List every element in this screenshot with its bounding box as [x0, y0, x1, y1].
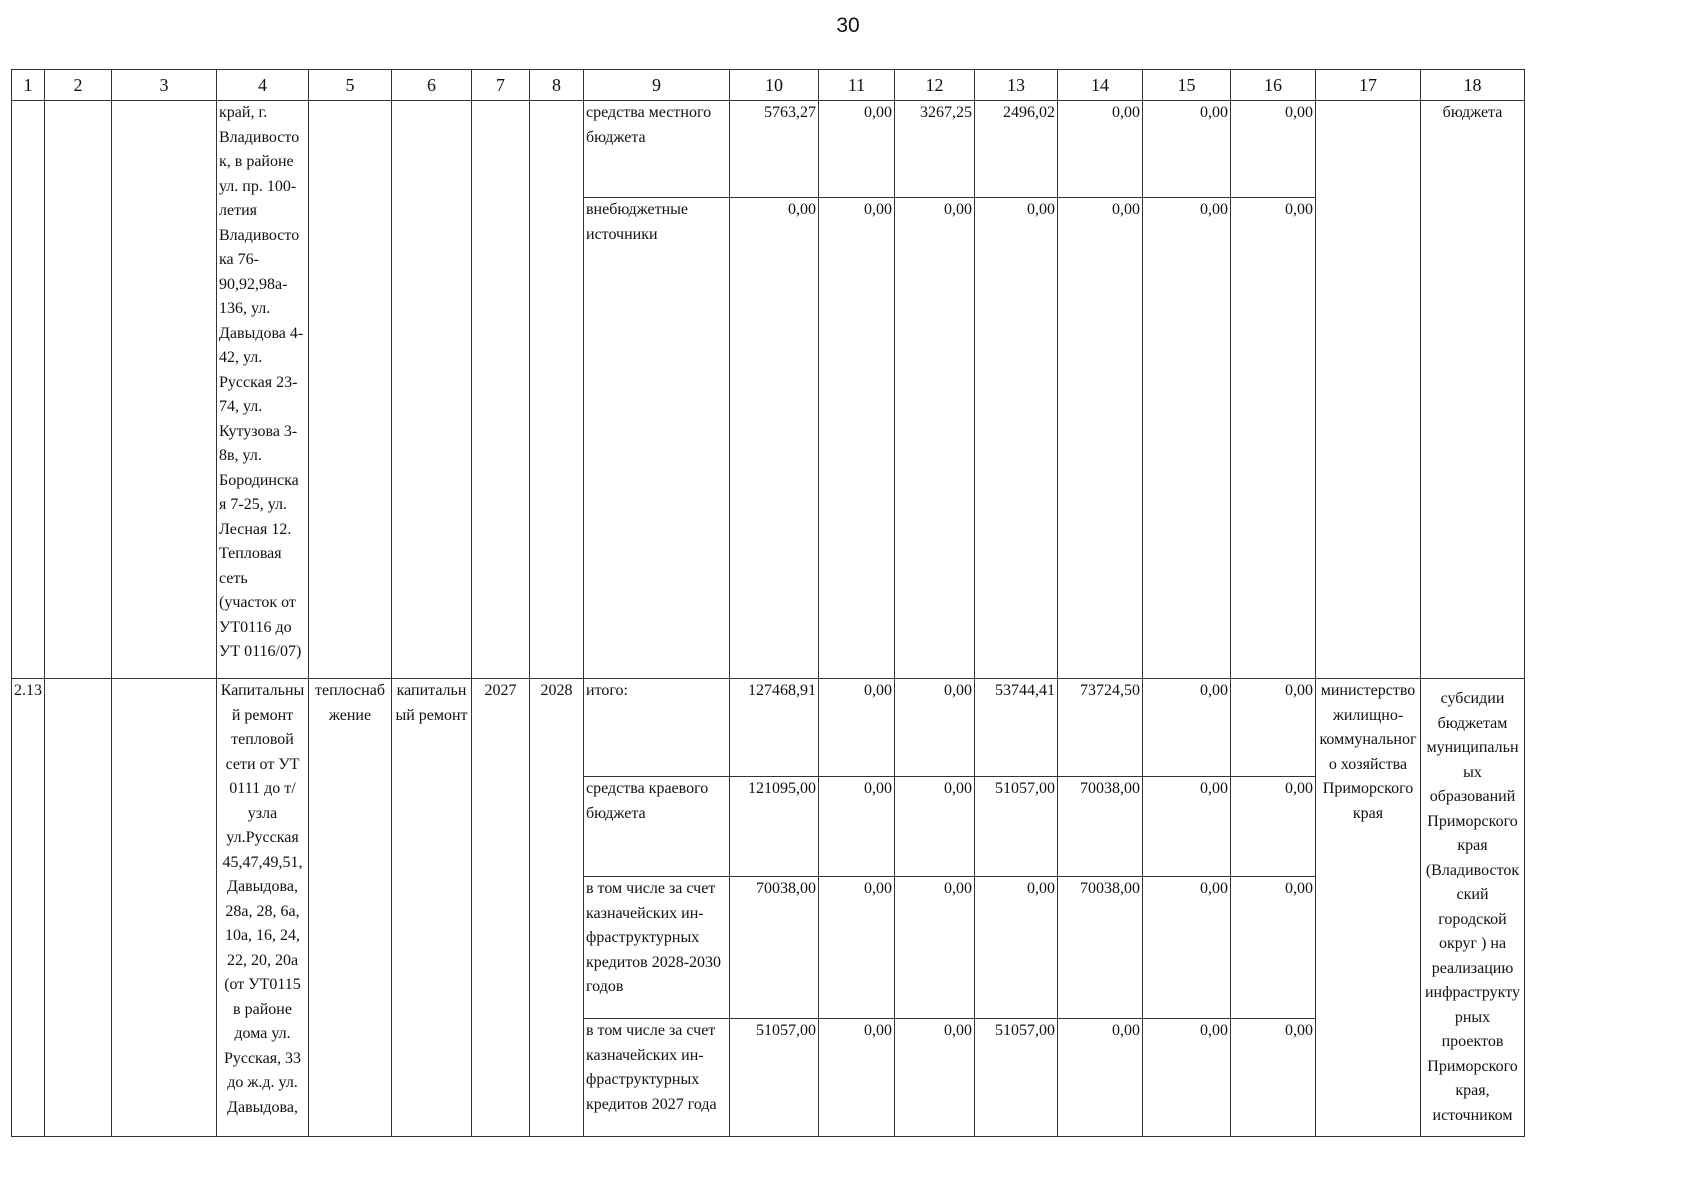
- value-cell: 73724,50: [1058, 679, 1143, 777]
- year-start: 2027: [472, 679, 530, 1137]
- col-header: 1: [12, 70, 45, 101]
- col-header: 18: [1421, 70, 1525, 101]
- purpose-description: субсидии бюджетам муниципальн ых образований Приморского края (Владивосток ский городской округ ) на реализацию инфраструкту рных проектов Приморского края, источником: [1421, 679, 1525, 1137]
- value-cell: 0,00: [819, 877, 895, 1019]
- value-cell: 51057,00: [730, 1019, 819, 1137]
- funding-source: в том числе за счет казначейских ин- фраструктурных кредитов 2028-2030 годов: [584, 877, 730, 1019]
- value-cell: 0,00: [895, 679, 975, 777]
- col-header: 2: [45, 70, 112, 101]
- value-cell: 127468,91: [730, 679, 819, 777]
- value-cell: 0,00: [975, 198, 1058, 679]
- funding-source: внебюджетные источники: [584, 198, 730, 679]
- value-cell: 53744,41: [975, 679, 1058, 777]
- work-type: капитальн ый ремонт: [392, 679, 472, 1137]
- funding-source: итого:: [584, 679, 730, 777]
- cell: [309, 101, 392, 679]
- object-description: Капитальны й ремонт тепловой сети от УТ 0111 до т/узла ул.Русская 45,47,49,51, Давыдова, 28а, 28, 6а, 10а, 16, 24, 22, 20, 20а (от УТ0115 в районе дома ул. Русская, 33 до ж.д. ул. Давыдова,: [217, 679, 309, 1137]
- value-cell: 5763,27: [730, 101, 819, 198]
- value-cell: 70038,00: [1058, 777, 1143, 877]
- value-cell: 0,00: [1143, 877, 1231, 1019]
- funding-source: средства местного бюджета: [584, 101, 730, 198]
- column-number-row: [12, 70, 1525, 101]
- col-header: 12: [895, 70, 975, 101]
- value-cell: 0,00: [1231, 777, 1316, 877]
- col-header: 16: [1231, 70, 1316, 101]
- table-row: [12, 101, 1525, 198]
- col-header: 4: [217, 70, 309, 101]
- cell: [45, 101, 112, 679]
- col-header: 5: [309, 70, 392, 101]
- page-number: 30: [836, 14, 860, 37]
- value-cell: 51057,00: [975, 1019, 1058, 1137]
- value-cell: 70038,00: [730, 877, 819, 1019]
- value-cell: 3267,25: [895, 101, 975, 198]
- col-header: 9: [584, 70, 730, 101]
- value-cell: 0,00: [1058, 198, 1143, 679]
- table-row: [12, 679, 1525, 777]
- value-cell: 121095,00: [730, 777, 819, 877]
- item-number: 2.13: [12, 679, 45, 1137]
- value-cell: 0,00: [895, 777, 975, 877]
- value-cell: 0,00: [819, 101, 895, 198]
- cell: [12, 101, 45, 679]
- object-description: край, г. Владивосто к, в районе ул. пр. 100- летия Владивосто ка 76- 90,92,98а- 136, ул. Давыдова 4- 42, ул. Русская 23- 74, ул. Кутузова 3- 8в, ул. Бородинска я 7-25, ул. Лесная 12. Тепловая сеть (участок от УТ0116 до УТ 0116/07): [217, 101, 309, 679]
- col-header: 6: [392, 70, 472, 101]
- col-header: 8: [530, 70, 584, 101]
- cell: [112, 679, 217, 1137]
- cell: [472, 101, 530, 679]
- value-cell: 0,00: [819, 198, 895, 679]
- cell: [112, 101, 217, 679]
- cell: [392, 101, 472, 679]
- cell: [1316, 101, 1421, 679]
- value-cell: 0,00: [1231, 1019, 1316, 1137]
- value-cell: 0,00: [730, 198, 819, 679]
- value-cell: 0,00: [819, 1019, 895, 1137]
- col-header: 17: [1316, 70, 1421, 101]
- value-cell: 0,00: [1143, 101, 1231, 198]
- value-cell: 0,00: [895, 1019, 975, 1137]
- budget-table: [11, 69, 1525, 1137]
- cell: [530, 101, 584, 679]
- year-end: 2028: [530, 679, 584, 1137]
- col-header: 7: [472, 70, 530, 101]
- value-cell: 0,00: [1231, 198, 1316, 679]
- col-header: 14: [1058, 70, 1143, 101]
- value-cell: 0,00: [975, 877, 1058, 1019]
- value-cell: 0,00: [895, 877, 975, 1019]
- value-cell: 0,00: [1058, 101, 1143, 198]
- value-cell: 0,00: [1231, 101, 1316, 198]
- value-cell: 0,00: [1231, 877, 1316, 1019]
- value-cell: 0,00: [895, 198, 975, 679]
- value-cell: 51057,00: [975, 777, 1058, 877]
- value-cell: 2496,02: [975, 101, 1058, 198]
- col-header: 10: [730, 70, 819, 101]
- col-header: 13: [975, 70, 1058, 101]
- value-cell: 0,00: [1058, 1019, 1143, 1137]
- sector: теплоснаб жение: [309, 679, 392, 1137]
- col-header: 3: [112, 70, 217, 101]
- value-cell: 0,00: [1143, 1019, 1231, 1137]
- value-cell: 0,00: [819, 679, 895, 777]
- value-cell: 0,00: [1143, 777, 1231, 877]
- value-cell: 0,00: [1143, 679, 1231, 777]
- cell: [45, 679, 112, 1137]
- value-cell: 0,00: [1231, 679, 1316, 777]
- funding-source: средства краевого бюджета: [584, 777, 730, 877]
- funding-source: в том числе за счет казначейских ин- фраструктурных кредитов 2027 года: [584, 1019, 730, 1137]
- executor: министерство жилищно- коммунальног о хозяйства Приморского края: [1316, 679, 1421, 1137]
- value-cell: 0,00: [819, 777, 895, 877]
- col-header: 11: [819, 70, 895, 101]
- col-header: 15: [1143, 70, 1231, 101]
- purpose-description: бюджета: [1421, 101, 1525, 679]
- value-cell: 70038,00: [1058, 877, 1143, 1019]
- value-cell: 0,00: [1143, 198, 1231, 679]
